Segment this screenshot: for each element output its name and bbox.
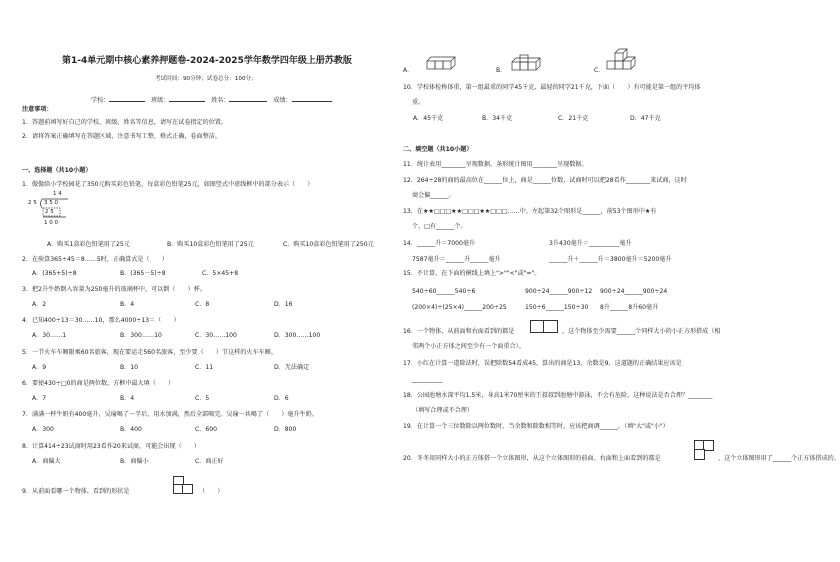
q9-answer-paren[interactable]: （ ） [199, 488, 224, 495]
q8-option[interactable]: A．商偏大 [32, 458, 61, 465]
q14-line: 14．______升＝7000毫升 [403, 240, 476, 247]
q7-option[interactable]: B．400 [120, 426, 142, 433]
q10-stem: 重。 [412, 99, 425, 106]
q4-stem: 4．已知400÷13＝30……10，那么4000÷13＝（ ） [22, 317, 180, 324]
q3-option[interactable]: C．8 [195, 301, 210, 308]
q9-option-b-cubes-icon [511, 54, 547, 72]
school-label: 学校： [91, 97, 110, 104]
notice-item: 2．请将答案正确填写在答题区域，注意书写工整，格式正确，卷面整洁。 [22, 133, 221, 140]
q10-stem: 10．学校体检称体重，第一组最重的同学45千克，最轻的同学21千克，下面（ ）有可能是第一组的平均体 [403, 84, 701, 91]
notice-item: 1．答题前填写好自己的学校、班级、姓名等信息，请写在试卷指定的位置。 [22, 119, 227, 126]
q1-option[interactable]: B．购买10盒彩色铅笔用了25元 [167, 241, 254, 248]
q5-option[interactable]: A．9 [32, 364, 47, 371]
q4-option[interactable]: A．30……1 [32, 332, 67, 339]
q15-stem: 15．不计算，在下面的横线上填上">""<"或"="。 [403, 270, 541, 277]
q5-option[interactable]: D．无法确定 [274, 364, 310, 371]
q9-option[interactable]: C． [594, 67, 605, 74]
q7-option[interactable]: A．300 [32, 426, 54, 433]
q9-option[interactable]: A． [403, 67, 414, 74]
q6-option[interactable]: B．4 [120, 395, 135, 402]
section2-heading: 二、填空题（共10小题） [403, 146, 473, 153]
class-label: 班级： [151, 97, 170, 104]
notice-heading: 注意事项： [22, 106, 53, 113]
section1-heading: 一、选择题（共10小题） [22, 167, 92, 174]
q13-stem: 个，□有______个。 [412, 223, 467, 230]
q17-stem: __________ [412, 376, 443, 383]
q15-item: 150÷6______150÷30 [525, 304, 589, 311]
division-row2: 1 0 0 [44, 220, 58, 226]
q2-option[interactable]: A．(365+5)÷8 [32, 270, 77, 277]
q7-stem: 7．满满一杯牛奶有400毫升，吴瑜喝了一半后，用水加满，然后全部喝完。吴瑜一共喝了（ ）毫升牛奶。 [22, 411, 318, 418]
q18-stem: （填写合理或不合理） [412, 407, 473, 414]
q5-option[interactable]: B．10 [120, 364, 139, 371]
q3-stem: 3．把2升牛奶倒入容量为250毫升的玻璃杯中，可以倒（ ）杯。 [22, 286, 206, 293]
q14-line: 3升430毫升＝__________毫升 [549, 240, 632, 247]
q8-stem: 8．计算414÷23试商时用23看作20来试商，可能会出现（ ） [22, 443, 200, 450]
q1-option[interactable]: A．购买1盒彩色铅笔用了25元 [47, 241, 130, 248]
header-fields [91, 95, 332, 105]
q17-stem: 17．小红在计算一道除法时，误把除数54看成45，算出的商是13，余数是9，这道题的正确结果应该是 [403, 360, 682, 367]
q7-option[interactable]: C．600 [195, 426, 217, 433]
q19-stem: 19．在计算一个三位数除以两位数时，当余数和除数相等时，应该把商调______，（填"大"或"小"） [403, 423, 669, 430]
q14-line: 7587毫升＝______升______毫升 [412, 256, 501, 263]
q3-option[interactable]: B．4 [120, 301, 135, 308]
q15-item: 900÷24______900÷24 [600, 288, 668, 295]
division-dividend: 3 5 0 [44, 200, 58, 206]
q9-option-a-cubes-icon [426, 56, 460, 72]
q1-option[interactable]: C．购买10盒彩色铅笔用了250元 [283, 241, 374, 248]
q6-option[interactable]: C．5 [195, 395, 210, 402]
q10-option[interactable]: A．45千克 [413, 115, 444, 122]
q9-stem: 9．从前面看哪一个物体，看到的形状是 [22, 488, 130, 495]
name-label: 姓名： [211, 97, 230, 104]
division-lines [28, 190, 98, 236]
q15-item: 540÷60______540÷6 [412, 288, 476, 295]
q1-stem: 1．傲傲给小学校园花了350元购买彩色铅笔，每盒彩色铅笔25元，如图竖式中虚线框中的部分表示（ ） [22, 181, 314, 188]
q16-stem: 16．一个物体，从前面和右面看到的都是 [403, 328, 515, 335]
q8-option[interactable]: B．商偏小 [120, 458, 149, 465]
q15-item: 900÷24______900÷12 [525, 288, 593, 295]
exam-info: 考试时间：90分钟；试卷总分：100分； [155, 76, 257, 82]
q8-option[interactable]: C．商正好 [195, 458, 224, 465]
q16-view-figure [530, 320, 560, 332]
q13-stem: 13．在★★□□□★★□□□★★□□□……中，左起第32个图形是______，前53个图形中★有 [403, 208, 657, 215]
q12-stem: 商会偏______。 [412, 192, 455, 199]
q3-option[interactable]: A．2 [32, 301, 47, 308]
q5-stem: 5．一节火车车厢限乘60名旅客，现在要运走560名旅客，至少要（ ）节这样的火车车厢。 [22, 349, 277, 356]
score-input[interactable] [292, 95, 332, 102]
q9-option-c-cubes-icon [606, 45, 642, 71]
q10-option[interactable]: D．47千克 [630, 115, 661, 122]
q4-option[interactable]: D．300……100 [274, 332, 321, 339]
q11-stem: 11．统计表用________呈现数据，条形统计图用________呈现数据。 [403, 161, 588, 168]
page-title: 第1-4单元期中核心素养押题卷-2024-2025学年数学四年级上册苏教版 [62, 56, 352, 66]
score-label: 成绩： [273, 97, 292, 104]
q6-stem: 6．要使430÷□0的商是两位数，方框中最大填（ ） [22, 380, 175, 387]
q5-option[interactable]: C．11 [195, 364, 214, 371]
q3-option[interactable]: D．16 [274, 301, 293, 308]
division-quotient: 1 4 [53, 191, 62, 197]
class-input[interactable] [169, 95, 205, 102]
q14-line: ______升＋______升＝3800毫升＝5200毫升 [549, 256, 672, 263]
q10-option[interactable]: B．34千克 [482, 115, 513, 122]
q4-option[interactable]: C．30……100 [195, 332, 237, 339]
division-divisor: 2 5 [28, 200, 37, 206]
q12-stem: 12．264÷28的商的最高位在______位上，商是______位数，试商时可以把28看作________来试商，这时 [403, 177, 687, 184]
q1-division-figure [28, 190, 98, 236]
q6-option[interactable]: A．7 [32, 395, 47, 402]
q2-stem: 2．在验算365÷45＝8……5时，正确算式是（ ） [22, 256, 168, 263]
q18-stem: 18．公园池塘水深平均1.5米，身高1米70厘米的王叔叔到池塘中游泳，不会有危险，这种说法是否合理？________ [403, 392, 713, 399]
q16-stem: 邻两个小正方体之间至少有一个面重合）。 [412, 343, 525, 350]
q9-option[interactable]: B． [496, 67, 507, 74]
q7-option[interactable]: D．800 [274, 426, 297, 433]
q6-option[interactable]: D．6 [274, 395, 289, 402]
q20-stem: 20．冬冬用同样大小的正方体搭一个立体图形，从这个立体图形的前面、右面和上面看到的都是 [403, 455, 661, 462]
q20-stem: ，这个立体图形用了______个正方体搭成的。 [718, 455, 840, 462]
q20-view-figure [694, 440, 718, 462]
q10-option[interactable]: C．21千克 [558, 115, 589, 122]
q9-front-view-figure [173, 476, 195, 494]
school-input[interactable] [109, 95, 145, 102]
q2-option[interactable]: B．(365－5)÷8 [120, 270, 166, 277]
q15-item: (200×4)÷(25×4)______200÷25 [412, 304, 507, 311]
q2-option[interactable]: C．5×45+8 [202, 270, 239, 277]
q4-option[interactable]: B．300……10 [120, 332, 162, 339]
name-input[interactable] [229, 95, 267, 102]
q16-stem: ，这个物体至少需要______个同样大小的小正方形搭成（相 [562, 328, 721, 335]
division-row1: 2 5 [45, 209, 54, 215]
q15-item: 8升______8升60毫升 [600, 304, 659, 311]
